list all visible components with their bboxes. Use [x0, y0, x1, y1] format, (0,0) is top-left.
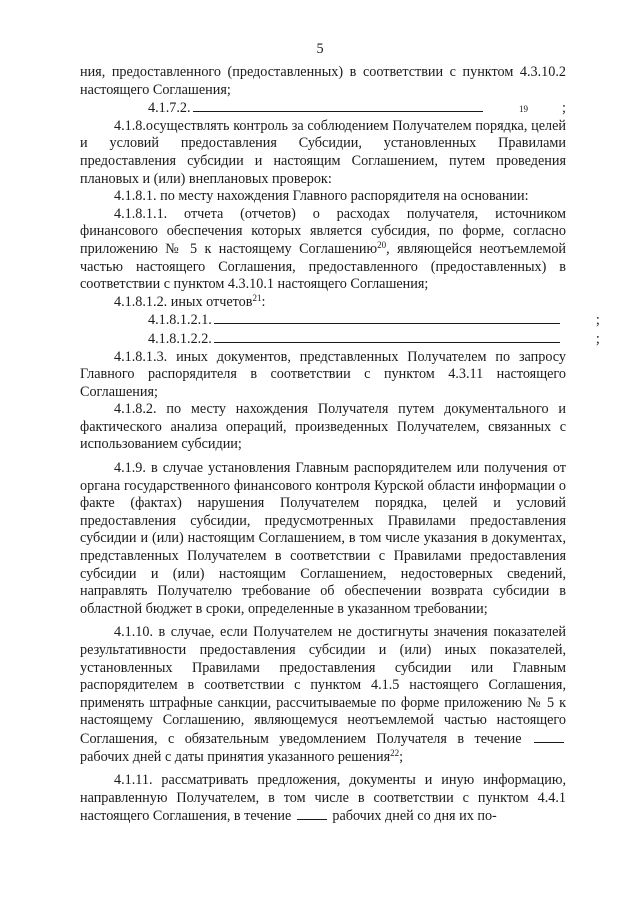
- clause-4-1-8-1-2: [80, 294, 566, 312]
- page-number: 5: [316, 41, 324, 57]
- clause-4-1-9: 4.1.9. в случае установления Главным распорядителем или получения от органа государственного финансового контроля Курской области информации о факте (фактах) нарушения Получателем порядка, целей и условий предоставления субсидии, предусмотренных Правилами предоставления субсидии и (или) настоящим Соглашением, в том числе указания в документах, представленных Получателем в соответствии с Правилами предоставления субсидии и (или) настоящим Соглашением, недостоверных сведений, направлять Получателю требование об обеспечении возврата субсидии в областной бюджет в сроки, определенные в указанном требовании;: [80, 460, 566, 617]
- clause-text: 4.1.10. в случае, если Получателем не достигнуты значения показателей результативности предоставления субсидии и (или) иных показателей, установленных Правилами предоставления субсидии или Главным распорядителем в соответствии с пунктом 4.1.5 настоящего Соглашения, применять штрафные санкции, рассчитываемые по форме приложению № 5 к настоящему Соглашению, являющемуся неотъемлемой частью настоящего Соглашения, с обязательным уведомлением Получателя в течение: [80, 624, 566, 747]
- clause-text: рабочих дней со дня их по-: [332, 808, 497, 825]
- clause-4-1-8-2: 4.1.8.2. по месту нахождения Получателя путем документального и фактического анализа операций, произведенных Получателем, связанных с использованием субсидии;: [80, 401, 566, 453]
- clause-4-1-8-1-2-2: [80, 330, 600, 349]
- clause-text: 4.1.11. рассматривать предложения, документы и иную информацию, направленную Получателем, в том числе в соответствии с пунктом 4.4.1 настоящего Соглашения, в течение: [80, 772, 566, 825]
- fill-in-blank: [534, 730, 564, 743]
- fill-in-blank: [297, 807, 327, 820]
- clause-4-1-11: [80, 772, 566, 826]
- clause-text: рабочих дней с даты принятия указанного решения: [80, 748, 391, 765]
- clause-4-1-8: 4.1.8.осуществлять контроль за соблюдением Получателем порядка, целей и условий предоставления Субсидии, установленных Правилами предоставления субсидии и настоящим Соглашением, путем проведения плановых и (или) внеплановых проверок:: [80, 117, 566, 187]
- footnote-ref: 21: [252, 292, 262, 303]
- clause-end: ;: [595, 312, 600, 329]
- clause-end: ;: [595, 330, 600, 347]
- clause-4-1-10: [80, 624, 566, 766]
- document-body: [80, 64, 600, 826]
- clause-end: ;: [562, 100, 566, 117]
- clause-4-1-8-1-2-1: [80, 311, 600, 330]
- fill-in-blank: [214, 330, 560, 343]
- clause-4-1-8-1: 4.1.8.1. по месту нахождения Главного распорядителя на основании:: [114, 188, 529, 205]
- clause-number: 4.1.7.2.: [148, 100, 191, 117]
- clause-4-1-8-1-3: 4.1.8.1.3. иных документов, представленных Получателем по запросу Главного распорядителя в соответствии с пунктом 4.3.11 настоящего Соглашения;: [80, 348, 566, 400]
- clause-4-1-7-2: 4.1.7.2. 19 ;: [80, 99, 566, 118]
- clause-text: :: [261, 293, 266, 310]
- clause-text: , являющейся неотъемлемой частью настоящего Соглашения, предоставленного (предоставленных) в соответствии с пунктом 4.3.10.1 настоящего Соглашения;: [80, 240, 567, 293]
- clause-text: 4.1.8.1.2. иных отчетов: [114, 293, 253, 310]
- clause-4-1-8-1-1: [80, 206, 566, 294]
- clause-end: ;: [399, 748, 404, 765]
- fill-in-blank: [214, 311, 560, 324]
- clause-text: 4.1.8.1.1. отчета (отчетов) о расходах получателя, источником финансового обеспечения которых является субсидия, по форме, согласно приложению № 5 к настоящему Соглашению: [80, 205, 566, 257]
- footnote-ref: 20: [377, 239, 387, 250]
- paragraph-continuation: ния, предоставленного (предоставленных) в соответствии с пунктом 4.3.10.2 настоящего Соглашения;: [80, 64, 566, 98]
- clause-number: 4.1.8.1.2.2.: [148, 330, 212, 347]
- clause-number: 4.1.8.1.2.1.: [148, 312, 212, 329]
- fill-in-blank: [193, 99, 483, 112]
- footnote-ref: 22: [390, 747, 400, 758]
